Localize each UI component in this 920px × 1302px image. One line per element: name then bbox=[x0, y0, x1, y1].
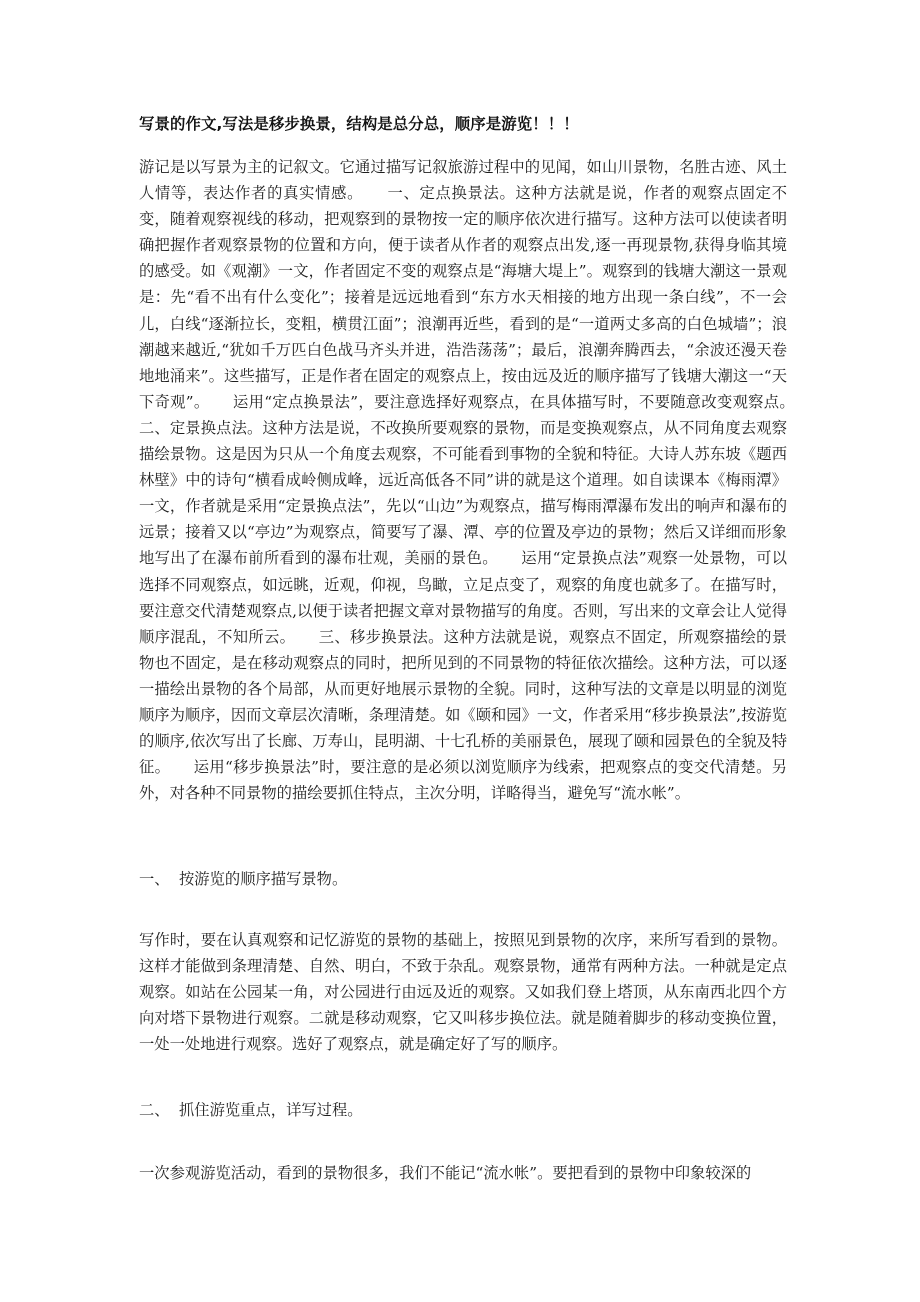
body-paragraph: 一次参观游览活动，看到的景物很多，我们不能记“流水帐”。要把看到的景物中印象较深的 bbox=[139, 1164, 752, 1182]
section-heading-text: 抓住游览重点，详写过程。 bbox=[179, 1101, 363, 1119]
section-heading bbox=[139, 1097, 363, 1123]
section-number: 一、 bbox=[139, 870, 170, 888]
section-heading bbox=[139, 866, 347, 892]
document-title: 写景的作文,写法是移步换景，结构是总分总，顺序是游览！！！ bbox=[139, 115, 579, 133]
body-paragraph: 写作时，要在认真观察和记忆游览的景物的基础上，按照见到景物的次序，来所写看到的景物。这样才能做到条理清楚、自然、明白，不致于杂乱。观察景物，通常有两种方法。一种就是定点观察。如站在公园某一角，对公园进行由远及近的观察。又如我们登上塔顶，从东南西北四个方向对塔下景物进行观察。二就是移动观察，它又叫移步换位法。就是随着脚步的移动变换位置，一处一处地进行观察。选好了观察点，就是确定好了写的顺序。 bbox=[139, 931, 787, 1054]
body-paragraph: 游记是以写景为主的记叙文。它通过描写记叙旅游过程中的见闻，如山川景物，名胜古迹、风土人情等，表达作者的真实情感。 一、定点换景法。这种方法就是说，作者的观察点固定不变，随着观察视线的移动，把观察到的景物按一定的顺序依次进行描写。这种方法可以使读者明确把握作者观察景物的位置和方向，便于读者从作者的观察点出发,逐一再现景物,获得身临其境的感受。如《观潮》一文，作者固定不变的观察点是“海塘大堤上”。观察到的钱塘大潮这一景观是：先“看不出有什么变化”；接着是远远地看到“东方水天相接的地方出现一条白线”，不一会儿，白线“逐渐拉长，变粗，横贯江面”；浪潮再近些，看到的是“一道两丈多高的白色城墙”；浪潮越来越近,“犹如千万匹白色战马齐头并进，浩浩荡荡”；最后，浪潮奔腾西去，“余波还漫天卷地地涌来”。这些描写，正是作者在固定的观察点上，按由远及近的顺序描写了钱塘大潮这一“天下奇观”。 运用“定点换景法”，要注意选择好观察点，在具体描写时，不要随意改变观察点。 二、定景换点法。这种方法是说，不改换所要观察的景物，而是变换观察点，从不同角度去观察描绘景物。这是因为只从一个角度去观察，不可能看到事物的全貌和特征。大诗人苏东坡《题西林壁》中的诗句“横看成岭侧成峰，远近高低各不同”讲的就是这个道理。如自读课本《梅雨潭》一文，作者就是采用“定景换点法”，先以“山边”为观察点，描写梅雨潭瀑布发出的响声和瀑布的远景；接着又以“亭边”为观察点，简要写了瀑、潭、亭的位置及亭边的景物；然后又详细而形象地写出了在瀑布前所看到的瀑布壮观，美丽的景色。 运用“定景换点法”观察一处景物，可以选择不同观察点，如远眺，近观，仰视，鸟瞰，立足点变了，观察的角度也就多了。在描写时，要注意交代清楚观察点,以便于读者把握文章对景物描写的角度。否则，写出来的文章会让人觉得顺序混乱，不知所云。 三、移步换景法。这种方法就是说，观察点不固定，所观察描绘的景物也不固定，是在移动观察点的同时，把所见到的不同景物的特征依次描绘。这种方法，可以逐一描绘出景物的各个局部，从而更好地展示景物的全貌。同时，这种写法的文章是以明显的浏览顺序为顺序，因而文章层次清晰，条理清楚。如《颐和园》一文，作者采用“移步换景法”,按游览的顺序,依次写出了长廊、万寿山，昆明湖、十七孔桥的美丽景色，展现了颐和园景色的全貌及特征。 运用“移步换景法”时，要注意的是必须以浏览顺序为线索，把观察点的变交代清楚。另外，对各种不同景物的描绘要抓住特点，主次分明，详略得当，避免写“流水帐”。 bbox=[139, 158, 818, 803]
section-heading-text: 按游览的顺序描写景物。 bbox=[179, 870, 348, 888]
section-number: 二、 bbox=[139, 1101, 170, 1119]
